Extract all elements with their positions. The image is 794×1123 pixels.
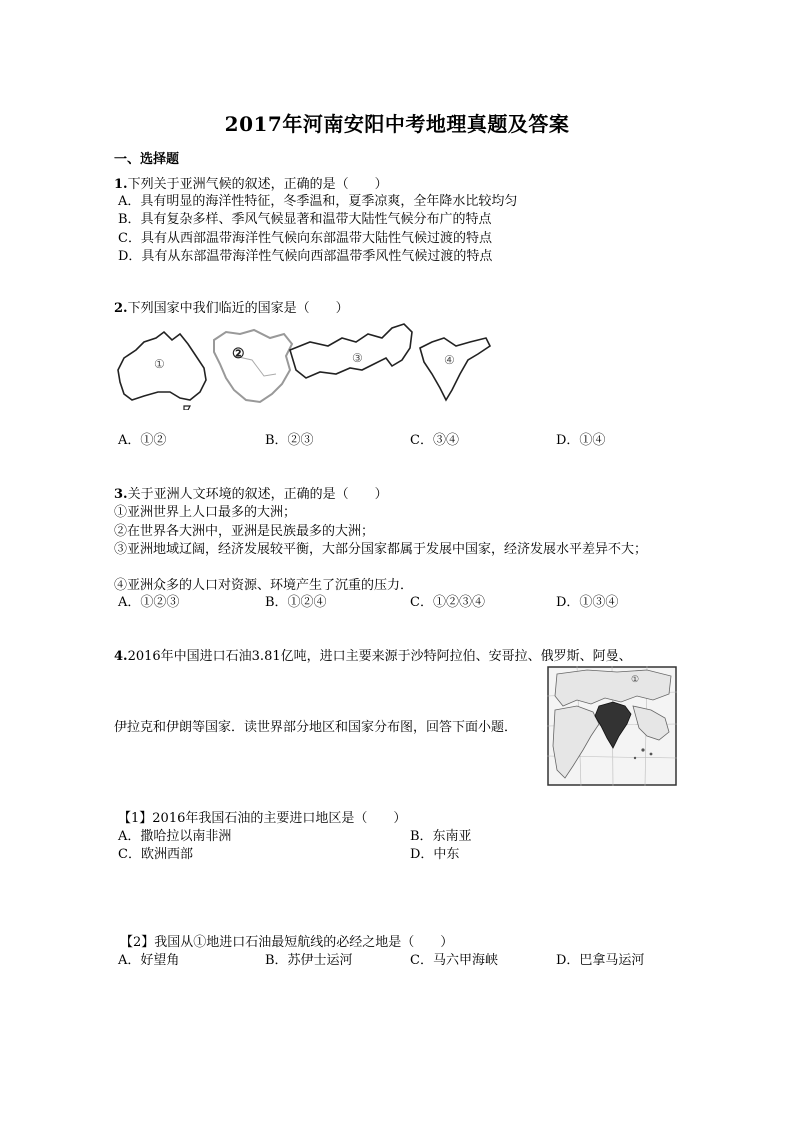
q4-stem-line1 <box>114 648 632 666</box>
q1-option-d: D．具有从东部温带海洋性气候向西部温带季风性气候过渡的特点 <box>118 249 493 264</box>
map-label-3: ③ <box>352 351 363 365</box>
section-heading: 一、选择题 <box>114 152 180 167</box>
q4-sub1-stem: 【1】2016年我国石油的主要进口地区是（ ） <box>118 811 407 826</box>
q3-option-b: B．①②④ <box>265 595 327 610</box>
island-dot <box>650 753 653 756</box>
q2-option-b: B．②③ <box>265 433 314 448</box>
q1-option-c: C．具有从西部温带海洋性气候向东部温带大陆性气候过渡的特点 <box>118 231 492 246</box>
world-map-label-1: ① <box>631 675 640 685</box>
q2-number: 2. <box>114 301 128 316</box>
q1-option-a: A．具有明显的海洋性特征，冬季温和，夏季凉爽，全年降水比较均匀 <box>118 194 518 209</box>
q3-statement-2: ②在世界各大洲中，亚洲是民族最多的大洲； <box>114 524 375 539</box>
q3-option-a: A．①②③ <box>118 595 180 610</box>
q4-sub2-stem: 【2】我国从①地进口石油最短航线的必经之地是（ ） <box>120 935 454 950</box>
map-label-2: ② <box>232 346 245 362</box>
india-outline <box>420 338 490 400</box>
q3-statement-1: ①亚洲世界上人口最多的大洲； <box>114 505 297 520</box>
island-dot <box>634 757 636 759</box>
q2-stem <box>114 300 349 318</box>
map-label-1: ① <box>154 357 165 371</box>
q4-sub1-option-d: D．中东 <box>410 847 460 862</box>
q4-sub2-option-a: A．好望角 <box>118 953 180 968</box>
q2-option-a: A．①② <box>118 433 167 448</box>
country-outline-maps <box>114 320 494 410</box>
map-label-4: ④ <box>444 353 455 367</box>
q3-stem-text: 关于亚洲人文环境的叙述，正确的是（ ） <box>127 487 388 502</box>
q2-option-d: D．①④ <box>556 433 606 448</box>
q4-stem-text-1: 2016年中国进口石油3.81亿吨，进口主要来源于沙特阿拉伯、安哥拉、俄罗斯、阿曼、 <box>127 649 632 664</box>
q4-sub1-option-a: A．撒哈拉以南非洲 <box>118 829 232 844</box>
q3-statement-3: ③亚洲地域辽阔，经济发展较平衡，大部分国家都属于发展中国家，经济发展水平差异不大； <box>114 542 648 557</box>
q4-sub2-option-c: C．马六甲海峡 <box>410 953 498 968</box>
q4-sub1-option-c: C．欧洲西部 <box>118 847 193 862</box>
tasmania-outline <box>184 406 190 410</box>
q2-option-c: C．③④ <box>410 433 459 448</box>
q4-number: 4. <box>114 649 128 664</box>
document-title: 2017年河南安阳中考地理真题及答案 <box>224 112 570 136</box>
q4-sub2-option-d: D．巴拿马运河 <box>556 953 645 968</box>
q4-sub1-option-b: B．东南亚 <box>410 829 472 844</box>
island-dot <box>641 748 644 751</box>
q1-stem <box>114 176 388 194</box>
q3-number: 3. <box>114 487 128 502</box>
q4-sub2-option-b: B．苏伊士运河 <box>265 953 353 968</box>
q3-option-c: C．①②③④ <box>410 595 485 610</box>
q3-statement-4: ④亚洲众多的人口对资源、环境产生了沉重的压力． <box>114 578 414 593</box>
q4-stem-line2: 伊拉克和伊朗等国家．读世界部分地区和国家分布图，回答下面小题． <box>114 720 518 735</box>
world-region-map <box>547 666 677 786</box>
q1-option-b: B．具有复杂多样、季风气候显著和温带大陆性气候分布广的特点 <box>118 212 492 227</box>
q3-option-d: D．①③④ <box>556 595 619 610</box>
middle-east-outline <box>214 330 292 402</box>
russia-outline <box>290 324 412 378</box>
q1-stem-text: 下列关于亚洲气候的叙述，正确的是（ ） <box>127 177 388 192</box>
q1-number: 1. <box>114 177 128 192</box>
q3-stem <box>114 486 388 504</box>
q2-stem-text: 下列国家中我们临近的国家是（ ） <box>127 301 349 316</box>
